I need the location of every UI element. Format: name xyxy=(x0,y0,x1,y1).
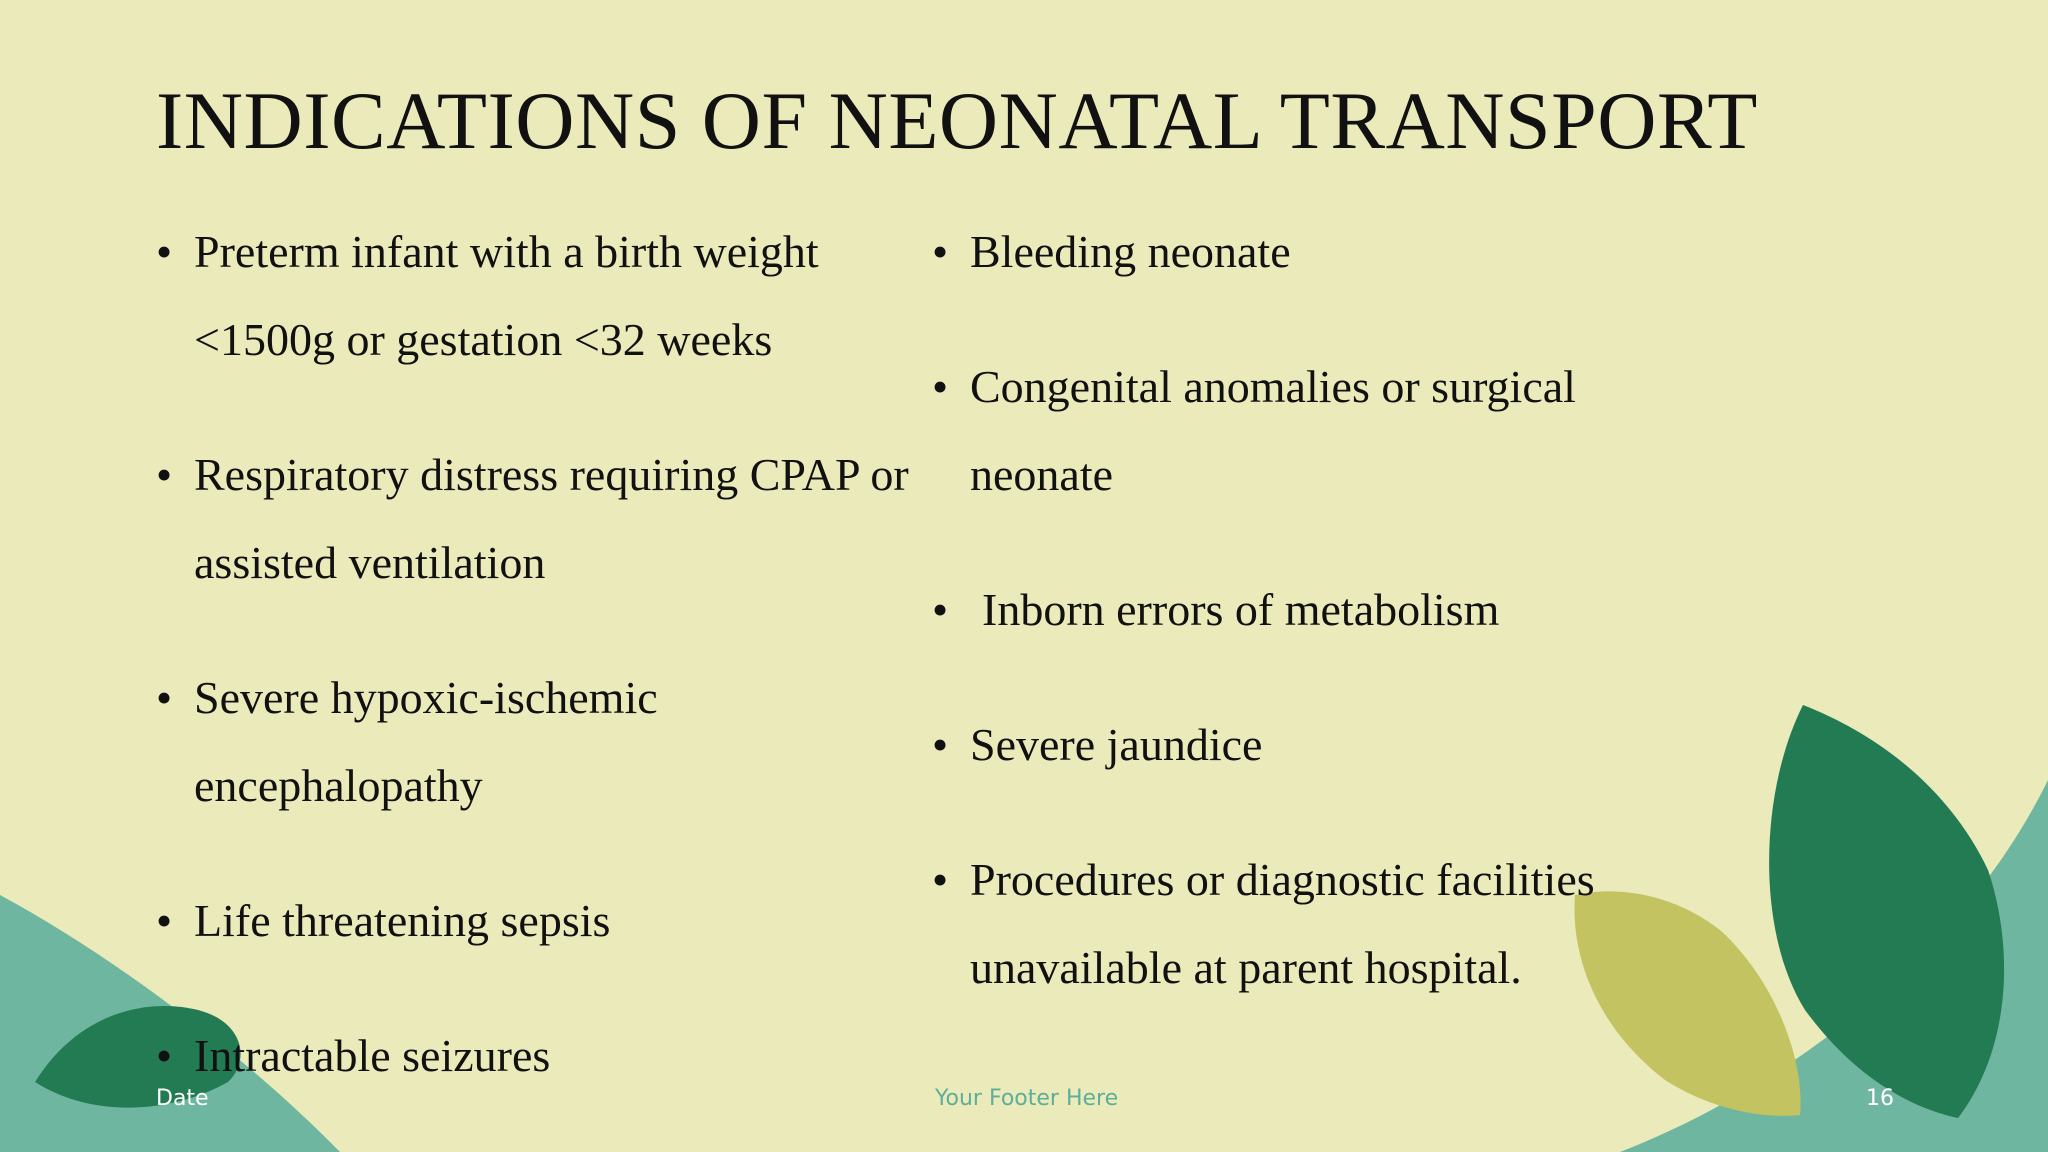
bullet-text: Severe hypoxic-ischemic encephalopathy xyxy=(194,672,658,811)
footer-date: Date xyxy=(156,1086,209,1111)
slide-title: INDICATIONS OF NEONATAL TRANSPORT xyxy=(156,75,1758,166)
bullet-item xyxy=(932,836,1712,1012)
bullet-item xyxy=(156,208,916,384)
bullet-text: Inborn errors of metabolism xyxy=(982,584,1500,635)
bullet-item xyxy=(156,1012,916,1100)
bullet-item xyxy=(156,431,916,607)
slide-number: 16 xyxy=(1866,1086,1894,1111)
bullet-item xyxy=(932,701,1712,789)
bullet-text: Preterm infant with a birth weight <1500g or gestation <32 weeks xyxy=(194,226,819,365)
bullet-item xyxy=(156,654,916,830)
bullet-text: Severe jaundice xyxy=(970,719,1263,770)
bullet-item xyxy=(156,877,916,965)
left-bullet-list xyxy=(156,208,916,1147)
bullet-text: Bleeding neonate xyxy=(970,226,1291,277)
right-bullet-list xyxy=(932,208,1712,1059)
bullet-item xyxy=(932,343,1712,519)
bullet-text: Procedures or diagnostic facilities unavailable at parent hospital. xyxy=(970,854,1595,993)
bullet-text: Congenital anomalies or surgical neonate xyxy=(970,361,1576,500)
bullet-text: Respiratory distress requiring CPAP or assisted ventilation xyxy=(194,449,909,588)
bullet-text: Intractable seizures xyxy=(194,1030,551,1081)
bullet-item xyxy=(932,208,1712,296)
bullet-text: Life threatening sepsis xyxy=(194,895,611,946)
bullet-item xyxy=(932,566,1712,654)
footer-text: Your Footer Here xyxy=(935,1086,1119,1111)
